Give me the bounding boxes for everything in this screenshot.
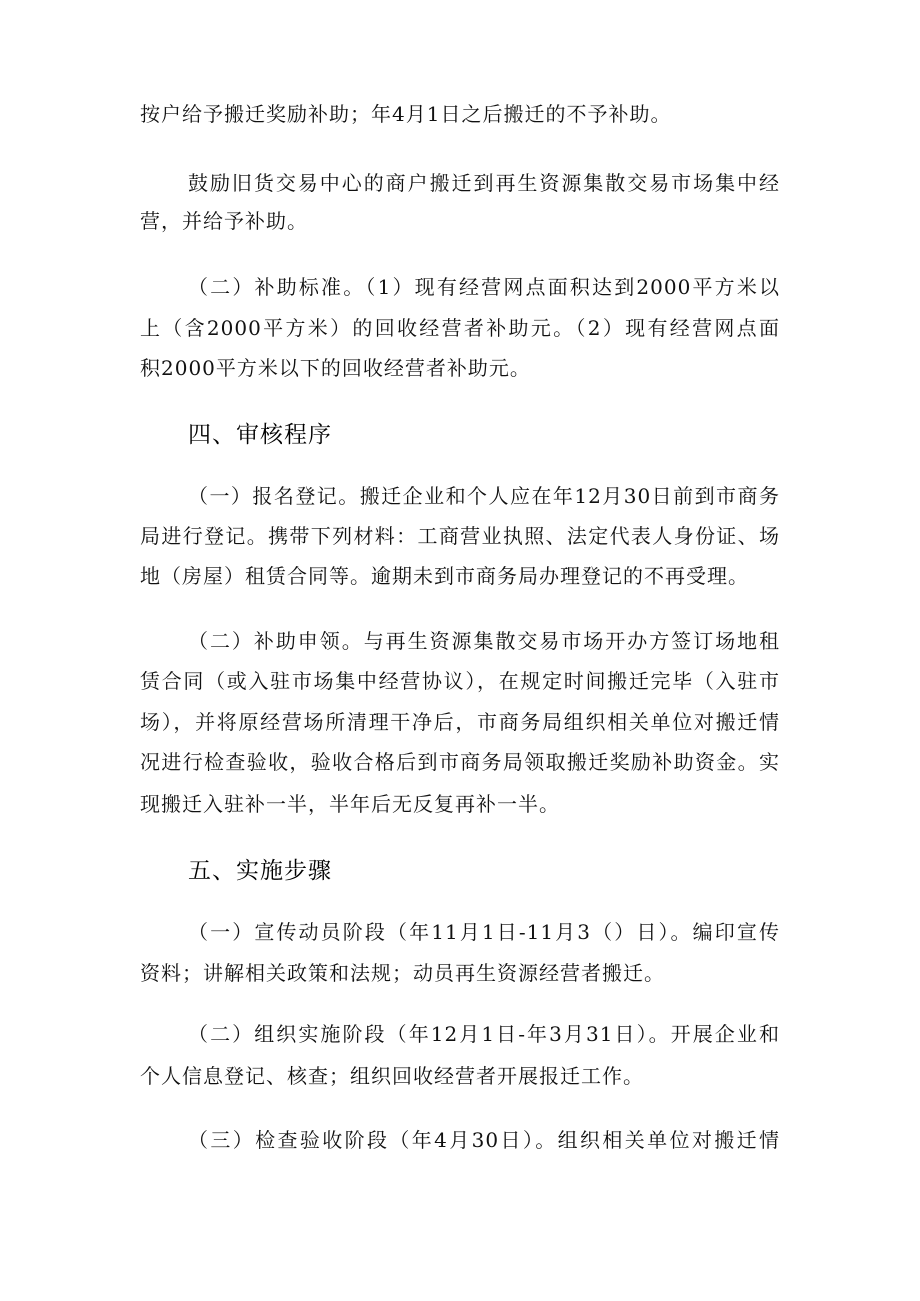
paragraph-line: （一）报名登记。搬迁企业和个人应在年12月30日前到市商务 <box>188 484 780 508</box>
paragraph-line: 赁合同（或入驻市场集中经营协议），在规定时间搬迁完毕（入驻市 <box>140 669 780 693</box>
paragraph-line: 资料；讲解相关政策和法规；动员再生资源经营者搬迁。 <box>140 961 665 985</box>
paragraph-line: （二）组织实施阶段（年12月1日-年3月31日）。开展企业和 <box>188 1022 780 1046</box>
paragraph-line: 局进行登记。携带下列材料：工商营业执照、法定代表人身份证、场 <box>140 524 780 548</box>
paragraph-line: 个人信息登记、核查；组织回收经营者开展报迁工作。 <box>140 1064 644 1088</box>
paragraph-line: 鼓励旧货交易中心的商户搬迁到再生资源集散交易市场集中经 <box>188 171 780 195</box>
paragraph-line: 上（含2000平方米）的回收经营者补助元。（2）现有经营网点面 <box>140 316 780 340</box>
section-heading: 五、实施步骤 <box>188 858 332 884</box>
paragraph-line: （二）补助标准。（1）现有经营网点面积达到2000平方米以 <box>188 275 780 299</box>
paragraph-line: （二）补助申领。与再生资源集散交易市场开办方签订场地租 <box>188 629 780 653</box>
paragraph-line: 营，并给予补助。 <box>140 209 308 233</box>
paragraph-line: （三）检查验收阶段（年4月30日）。组织相关单位对搬迁情 <box>188 1128 780 1152</box>
paragraph-line: 积2000平方米以下的回收经营者补助元。 <box>140 356 531 380</box>
paragraph-line: 况进行检查验收，验收合格后到市商务局领取搬迁奖励补助资金。实 <box>140 750 780 774</box>
paragraph-line: （一）宣传动员阶段（年11月1日-11月3（）日）。编印宣传 <box>188 920 780 944</box>
section-heading: 四、审核程序 <box>188 422 332 448</box>
paragraph-line: 现搬迁入驻补一半，半年后无反复再补一半。 <box>140 792 560 816</box>
paragraph-line: 按户给予搬迁奖励补助；年4月1日之后搬迁的不予补助。 <box>140 102 672 126</box>
paragraph-line: 场），并将原经营场所清理干净后，市商务局组织相关单位对搬迁情 <box>140 710 780 734</box>
paragraph-line: 地（房屋）租赁合同等。逾期未到市商务局办理登记的不再受理。 <box>140 564 749 588</box>
